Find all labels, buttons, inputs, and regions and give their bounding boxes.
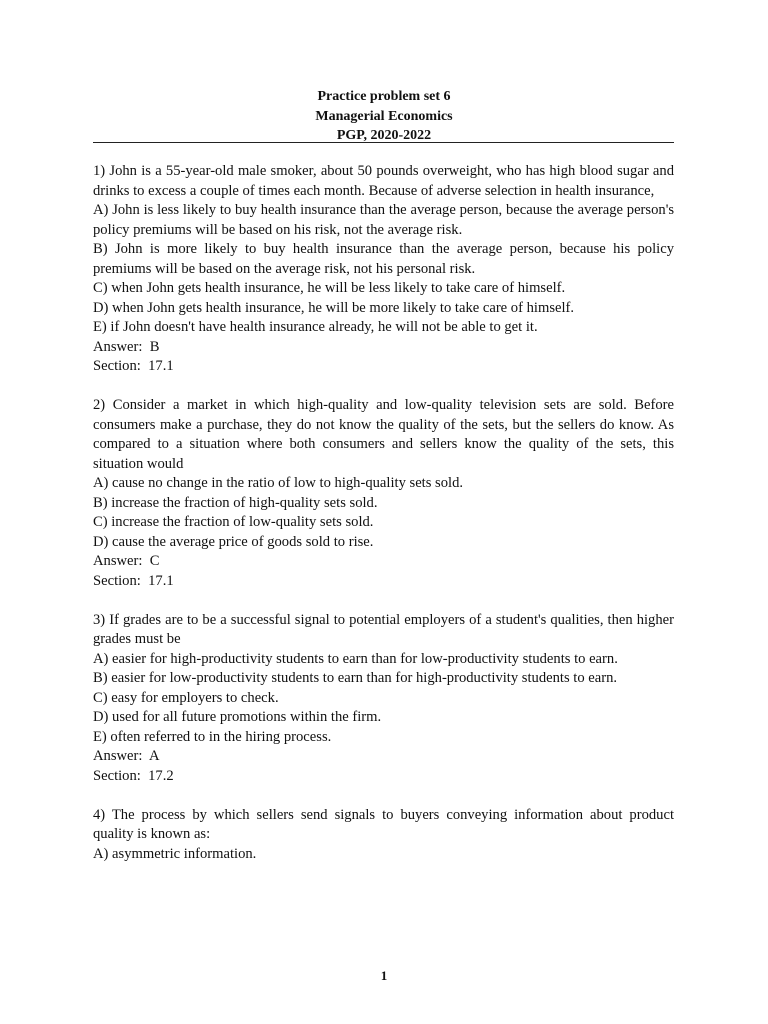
option-d: D) cause the average price of goods sold to rise. — [93, 533, 374, 550]
section-line: Section: 17.1 — [93, 358, 174, 374]
question-3 — [93, 611, 674, 787]
option-c: C) when John gets health insurance, he will be less likely to take care of himself. — [93, 280, 566, 296]
question-stem: 1) John is a 55-year-old male smoker, about 50 pounds overweight, who has high blood sugar and drinks to excess a couple of times each month. Because of adverse selection in health insurance, — [93, 163, 674, 199]
option-b: B) John is more likely to buy health insurance than the average person, because his policy premiums will be based on the average risk, not his personal risk. — [93, 241, 674, 277]
question-2 — [93, 396, 674, 591]
option-c: C) easy for employers to check. — [93, 689, 279, 706]
question-1 — [93, 162, 674, 377]
document-header — [0, 87, 768, 146]
option-d: D) when John gets health insurance, he will be more likely to take care of himself. — [93, 299, 575, 316]
answer-line: Answer: C — [93, 553, 160, 569]
option-a: A) John is less likely to buy health insurance than the average person, because the average person's policy premiums will be based on his risk, not the average risk. — [93, 202, 674, 238]
option-e: E) if John doesn't have health insurance already, he will not be able to get it. — [93, 319, 538, 335]
answer-line: Answer: B — [93, 338, 160, 355]
header-course: Managerial Economics — [315, 108, 453, 124]
section-line: Section: 17.2 — [93, 767, 174, 784]
header-rule — [93, 142, 674, 143]
option-b: B) easier for low-productivity students to earn than for high-productivity students to earn. — [93, 670, 618, 686]
question-4 — [93, 806, 674, 865]
option-e: E) often referred to in the hiring process. — [93, 728, 332, 745]
header-title: Practice problem set 6 — [317, 89, 451, 104]
section-line: Section: 17.1 — [93, 572, 174, 589]
question-stem: 4) The process by which sellers send signals to buyers conveying information about product quality is known as: — [93, 806, 674, 842]
option-a: A) asymmetric information. — [93, 845, 257, 862]
option-c: C) increase the fraction of low-quality sets sold. — [93, 514, 374, 530]
question-stem: 3) If grades are to be a successful signal to potential employers of a student's qualities, then higher grades must be — [93, 611, 674, 647]
option-a: A) cause no change in the ratio of low to high-quality sets sold. — [93, 475, 464, 491]
page-number: 1 — [380, 968, 388, 983]
answer-line: Answer: A — [93, 748, 160, 764]
option-b: B) increase the fraction of high-quality sets sold. — [93, 494, 378, 511]
document-body — [93, 162, 674, 884]
header-program: PGP, 2020-2022 — [336, 128, 432, 143]
option-d: D) used for all future promotions within the firm. — [93, 709, 382, 725]
option-a: A) easier for high-productivity students to earn than for low-productivity students to earn. — [93, 650, 618, 667]
question-stem: 2) Consider a market in which high-quality and low-quality television sets are sold. Before consumers make a purchase, they do not know the quality of the sets, but the sellers do know. As compared to a situation where both consumers and sellers know the quality of the sets, this situation would — [93, 397, 674, 472]
